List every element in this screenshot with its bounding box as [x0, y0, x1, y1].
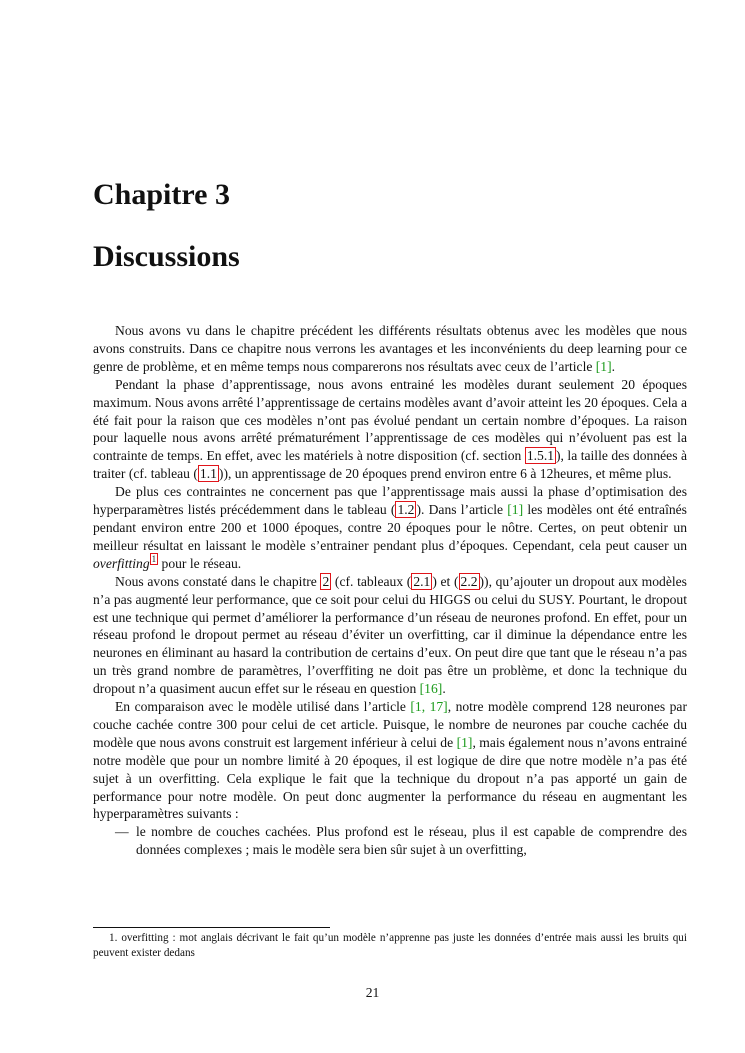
text-run: pour le réseau. [158, 555, 242, 571]
list-dash: — [115, 824, 129, 840]
text-run: De plus ces contraintes ne concernent pas que l’apprentissage mais aussi la phase d’optimisation des hyperparamètres listés précédemment dans le tableau ( [93, 484, 687, 518]
body-text [93, 322, 687, 859]
footnote-link[interactable]: 1 [151, 554, 157, 565]
citation-link[interactable]: [16] [419, 681, 443, 697]
text-run: ), la taille des données à traiter (cf. tableau ( [93, 448, 687, 482]
paragraph-4 [93, 573, 687, 698]
citation-link[interactable]: [1, 17] [410, 699, 448, 715]
text-run: Nous avons vu dans le chapitre précédent les différents résultats obtenus avec les modèles que nous avons construits. Dans ce chapitre nous verrons les avantages et les inconvénients du deep learning pour ce genre de problème, et en même temps nous comparerons nos résultats avec ceux de l’article [93, 323, 687, 374]
table-link[interactable]: 2.2 [460, 573, 478, 589]
footnote-rule [93, 927, 330, 928]
footnote: 1. overfitting : mot anglais décrivant le fait qu’un modèle n’apprenne pas juste les données d’entrée mais aussi les bruits qui peuvent exister dedans [93, 932, 687, 959]
text-run: ) et ( [432, 573, 459, 589]
paragraph-5 [93, 698, 687, 823]
paragraph-1 [93, 322, 687, 376]
hyperparameter-list [93, 823, 687, 859]
list-item [93, 823, 687, 859]
text-run: . [611, 358, 616, 374]
text-run: )), qu’ajouter un dropout aux modèles n’a pas augmenté leur performance, que ce soit pour celui du HIGGS ou celui du SUSY. Pourtant, le dropout est une technique qui permet d’améliorer la performance d’un réseau de neurones profond. En effet, pour un réseau profond le dropout permet au réseau d’éviter un overfitting, car il diminue la dépendance entre les neurones en éliminant au hasard la contribution de certains d’eux. On peut dire que tant que le réseau n’a pas un très grand nombre de paramètres, l’overffiting ne doit pas être un problème, et donc la technique du dropout n’a quasiment aucun effet sur le réseau en question [93, 573, 687, 697]
chapter-link[interactable]: 2 [322, 573, 330, 589]
citation-link[interactable]: [1] [595, 358, 612, 374]
text-run: Nous avons constaté dans le chapitre [115, 573, 321, 589]
paragraph-3 [93, 483, 687, 573]
text-run: , mais également nous n’avons entrainé notre modèle que pour un nombre limité à 20 époques, il est logique de dire que notre modèle n’a pas été sujet à un overfitting. Cela explique le fait que la technique du dropout n’a pas apporté un gain de performance pour notre modèle. On peut donc augmenter la performance du réseau en augmentant les hyperparamètres suivants : [93, 734, 687, 822]
table-link[interactable]: 1.2 [397, 502, 415, 518]
paragraph-2 [93, 376, 687, 483]
section-link[interactable]: 1.5.1 [526, 448, 555, 464]
text-run: ). Dans l’article [416, 502, 508, 518]
text-run: En comparaison avec le modèle utilisé dans l’article [115, 699, 411, 715]
text-run: (cf. tableaux ( [331, 573, 412, 589]
italic-term: overfitting [93, 555, 150, 571]
table-link[interactable]: 1.1 [199, 466, 217, 482]
chapter-title: Discussions [93, 240, 240, 273]
list-item-text: le nombre de couches cachées. Plus profond est le réseau, plus il est capable de comprendre des données complexes ; mais le modèle sera bien sûr sujet à un overfitting, [136, 824, 687, 858]
citation-link[interactable]: [1] [456, 734, 473, 750]
text-run: , notre modèle comprend 128 neurones par couche cachée contre 300 pour celui de cet article. Puisque, le nombre de neurones par couche cachée du modèle que nous avons construit est largement inférieur à celui de [93, 699, 687, 750]
citation-link[interactable]: [1] [507, 502, 524, 518]
text-run: Pendant la phase d’apprentissage, nous avons entrainé les modèles durant seulement 20 époques maximum. Nous avons arrêté l’apprentissage de certains modèles avant d’avoir atteint les 20 époques. Cela a été fait pour la raison que ces modèles n’ont pas évolué pendant un certain nombre d’époques. La raison pour laquelle nous avons arrêté prématurément l’apprentissage de ces modèles qui n’évoluent pas est la contrainte de temps. En effet, avec les matériels à notre disposition (cf. section [93, 376, 687, 464]
table-link[interactable]: 2.1 [413, 573, 431, 589]
text-run: . [442, 681, 446, 697]
text-run: les modèles ont été entraînés pendant environ entre 200 et 1000 époques, contre 20 époques pour le nôtre. Certes, on peut obtenir un meilleur résultat en laissant le modèle s’entrainer pendant plus d’époques. Cependant, cela peut causer un [93, 502, 687, 553]
chapter-label: Chapitre 3 [93, 178, 230, 211]
text-run: )), un apprentissage de 20 époques prend environ entre 6 à 12heures, et même plus. [218, 466, 672, 482]
page-number: 21 [365, 985, 380, 1000]
